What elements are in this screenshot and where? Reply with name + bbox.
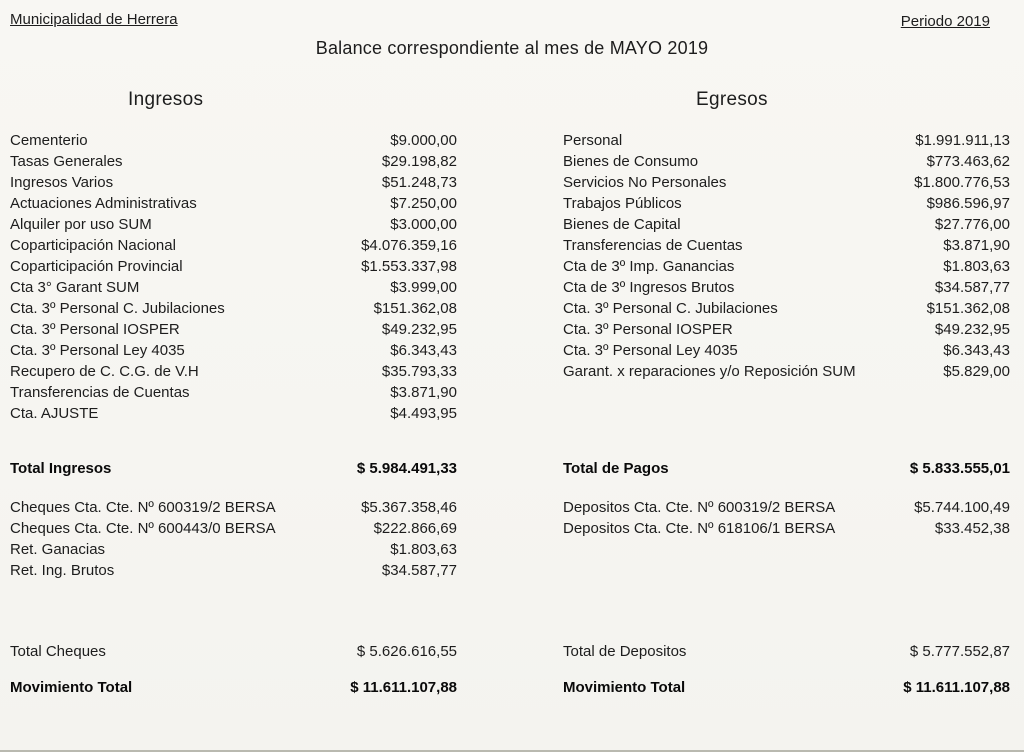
- table-row: [10, 403, 457, 424]
- table-row: [563, 130, 1010, 151]
- row-label: Alquiler por uso SUM: [10, 216, 152, 233]
- table-row: [10, 130, 457, 151]
- row-value: $34.587,77: [381, 562, 457, 579]
- row-value: $1.803,63: [943, 258, 1010, 275]
- table-row: [10, 214, 457, 235]
- table-row: [10, 172, 457, 193]
- row-value: $1.800.776,53: [914, 174, 1010, 191]
- row-label: Cheques Cta. Cte. Nº 600443/0 BERSA: [10, 520, 276, 537]
- row-value: $1.553.337,98: [361, 258, 457, 275]
- row-value: $49.232,95: [381, 321, 457, 338]
- table-row: [563, 361, 1010, 382]
- row-value: $33.452,38: [934, 520, 1010, 537]
- row-value: $3.000,00: [390, 216, 457, 233]
- row-label: Cta de 3º Ingresos Brutos: [563, 279, 735, 296]
- table-row: [563, 340, 1010, 361]
- row-label: Tasas Generales: [10, 153, 123, 170]
- row-value: $4.493,95: [390, 405, 457, 422]
- table-row: [563, 298, 1010, 319]
- total-cheques-value: $ 5.626.616,55: [356, 643, 457, 660]
- row-label: Cta. 3º Personal IOSPER: [563, 321, 733, 338]
- row-label: Ingresos Varios: [10, 174, 114, 191]
- row-value: $6.343,43: [943, 342, 1010, 359]
- row-value: $34.587,77: [934, 279, 1010, 296]
- table-row: [563, 214, 1010, 235]
- row-label: Cta. 3º Personal IOSPER: [10, 321, 180, 338]
- row-value: $49.232,95: [934, 321, 1010, 338]
- ingresos-heading: Ingresos: [128, 89, 204, 110]
- row-label: Actuaciones Administrativas: [10, 195, 197, 212]
- depositos-rows: [563, 497, 1010, 539]
- movimiento-total-egresos-label: Movimiento Total: [563, 679, 686, 696]
- table-row: [563, 256, 1010, 277]
- total-ingresos-value: $ 5.984.491,33: [356, 460, 457, 477]
- table-row: [563, 497, 1010, 518]
- row-value: $3.999,00: [390, 279, 457, 296]
- row-value: $5.829,00: [943, 363, 1010, 380]
- table-row: [10, 340, 457, 361]
- table-row: [10, 151, 457, 172]
- row-label: Coparticipación Provincial: [10, 258, 183, 275]
- row-value: $3.871,90: [390, 384, 457, 401]
- table-row: [10, 193, 457, 214]
- row-value: $773.463,62: [926, 153, 1010, 170]
- total-depositos-row: [563, 641, 1010, 662]
- table-row: [10, 382, 457, 403]
- table-row: [10, 518, 457, 539]
- page-title: Balance correspondiente al mes de MAYO 2019: [315, 38, 709, 58]
- table-row: [563, 172, 1010, 193]
- total-pagos-row: [563, 458, 1010, 479]
- total-ingresos-row: [10, 458, 457, 479]
- table-row: [10, 235, 457, 256]
- row-value: $151.362,08: [373, 300, 457, 317]
- row-label: Cta. 3º Personal C. Jubilaciones: [10, 300, 225, 317]
- row-label: Cta de 3º Imp. Ganancias: [563, 258, 735, 275]
- row-label: Recupero de C. C.G. de V.H: [10, 363, 199, 380]
- movimiento-total-ingresos-row: [10, 677, 457, 698]
- movimiento-total-ingresos-label: Movimiento Total: [10, 679, 133, 696]
- period-label: Periodo 2019: [900, 13, 990, 30]
- row-value: $5.367.358,46: [361, 499, 457, 516]
- total-cheques-row: [10, 641, 457, 662]
- table-row: [563, 151, 1010, 172]
- movimiento-total-egresos-row: [563, 677, 1010, 698]
- row-label: Cta. 3º Personal Ley 4035: [563, 342, 738, 359]
- row-value: $1.803,63: [390, 541, 457, 558]
- cheques-rows: [10, 497, 457, 581]
- row-label: Cta. AJUSTE: [10, 405, 99, 422]
- row-value: $27.776,00: [934, 216, 1010, 233]
- table-row: [10, 560, 457, 581]
- table-row: [10, 539, 457, 560]
- table-row: [10, 319, 457, 340]
- table-row: [10, 256, 457, 277]
- row-label: Ret. Ganacias: [10, 541, 106, 558]
- row-label: Cementerio: [10, 132, 88, 149]
- row-label: Bienes de Capital: [563, 216, 681, 233]
- table-row: [563, 277, 1010, 298]
- row-label: Servicios No Personales: [563, 174, 727, 191]
- table-row: [10, 277, 457, 298]
- row-value: $51.248,73: [381, 174, 457, 191]
- table-row: [10, 361, 457, 382]
- movimiento-total-egresos-value: $ 11.611.107,88: [903, 679, 1010, 696]
- table-row: [10, 497, 457, 518]
- table-row: [563, 319, 1010, 340]
- row-value: $986.596,97: [926, 195, 1010, 212]
- row-label: Cta 3° Garant SUM: [10, 279, 140, 296]
- row-value: $1.991.911,13: [915, 132, 1010, 149]
- table-row: [563, 235, 1010, 256]
- row-label: Bienes de Consumo: [563, 153, 699, 170]
- row-label: Ret. Ing. Brutos: [10, 562, 115, 579]
- total-depositos-label: Total de Depositos: [563, 643, 687, 660]
- table-row: [10, 298, 457, 319]
- row-value: $7.250,00: [390, 195, 457, 212]
- egresos-heading: Egresos: [696, 89, 768, 110]
- row-value: $5.744.100,49: [914, 499, 1010, 516]
- row-label: Garant. x reparaciones y/o Reposición SUM: [563, 363, 856, 380]
- row-label: Transferencias de Cuentas: [10, 384, 190, 401]
- row-label: Personal: [563, 132, 623, 149]
- row-label: Trabajos Públicos: [563, 195, 682, 212]
- total-pagos-value: $ 5.833.555,01: [909, 460, 1010, 477]
- ingresos-rows: [10, 130, 457, 424]
- row-label: Transferencias de Cuentas: [563, 237, 743, 254]
- row-value: $9.000,00: [390, 132, 457, 149]
- row-label: Cta. 3º Personal Ley 4035: [10, 342, 185, 359]
- table-row: [563, 193, 1010, 214]
- table-row: [563, 518, 1010, 539]
- row-value: $222.866,69: [373, 520, 457, 537]
- total-pagos-label: Total de Pagos: [563, 460, 669, 477]
- total-ingresos-label: Total Ingresos: [10, 460, 112, 477]
- total-cheques-label: Total Cheques: [10, 643, 106, 660]
- row-label: Depositos Cta. Cte. Nº 618106/1 BERSA: [563, 520, 836, 537]
- movimiento-total-ingresos-value: $ 11.611.107,88: [350, 679, 457, 696]
- organization-name: Municipalidad de Herrera: [10, 11, 178, 28]
- row-value: $6.343,43: [390, 342, 457, 359]
- egresos-rows: [563, 130, 1010, 382]
- row-value: $29.198,82: [381, 153, 457, 170]
- row-label: Coparticipación Nacional: [10, 237, 176, 254]
- row-value: $4.076.359,16: [361, 237, 457, 254]
- row-label: Cta. 3º Personal C. Jubilaciones: [563, 300, 778, 317]
- row-value: $35.793,33: [381, 363, 457, 380]
- row-value: $3.871,90: [943, 237, 1010, 254]
- row-value: $151.362,08: [926, 300, 1010, 317]
- total-depositos-value: $ 5.777.552,87: [909, 643, 1010, 660]
- row-label: Cheques Cta. Cte. Nº 600319/2 BERSA: [10, 499, 276, 516]
- row-label: Depositos Cta. Cte. Nº 600319/2 BERSA: [563, 499, 836, 516]
